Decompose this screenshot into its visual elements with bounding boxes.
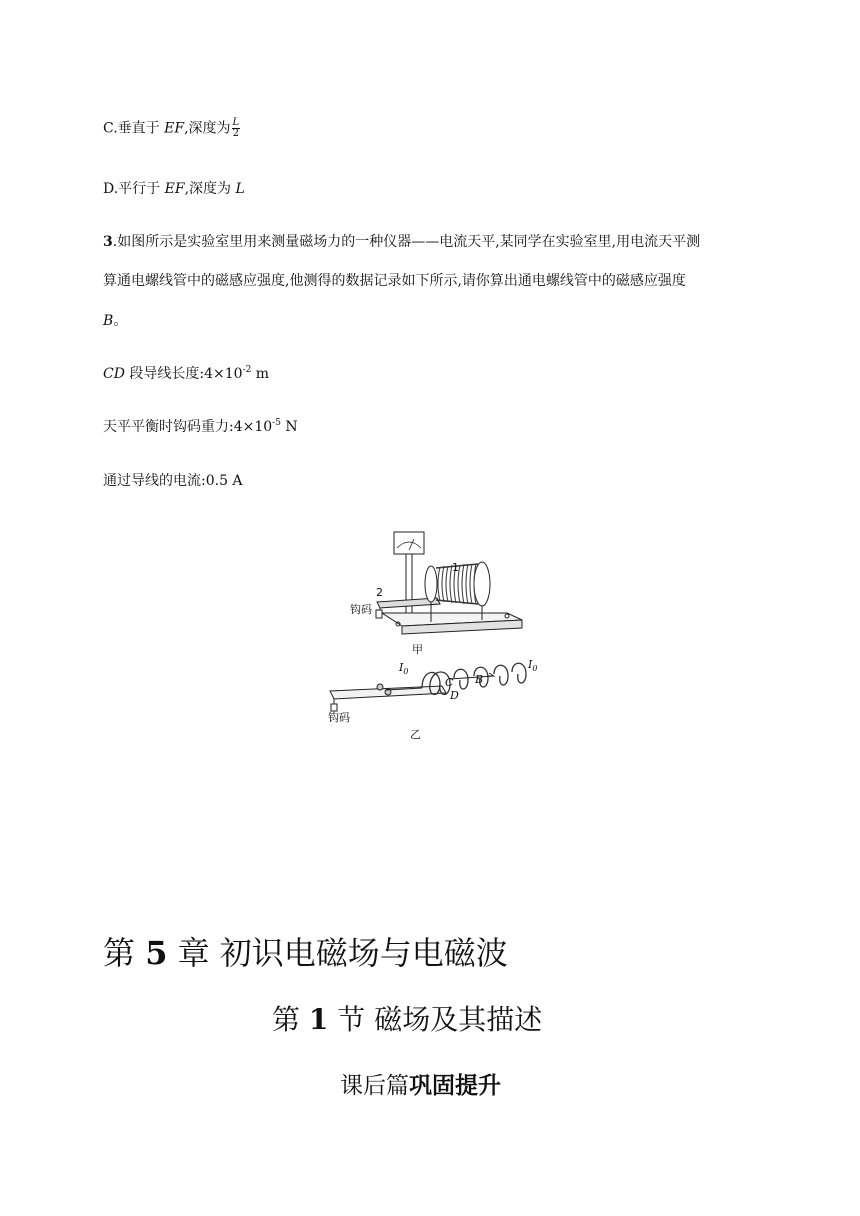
data-weight: [103, 418, 298, 436]
data-length: [103, 365, 269, 383]
question-3-line-2: [103, 272, 686, 290]
option-d-tail: L: [235, 181, 245, 197]
fraction-numerator: L: [232, 117, 240, 128]
data-length-var: CD: [103, 366, 125, 382]
section-title: [272, 998, 542, 1038]
option-c-var: EF: [164, 120, 185, 137]
question-number: 3: [103, 234, 113, 250]
question-3-tail: 。: [113, 313, 128, 329]
chapter-number: 5: [145, 934, 168, 972]
label-2: 2: [376, 586, 383, 599]
question-3-text-1: .如图所示是实验室里用来测量磁场力的一种仪器——电流天平,某同学在实验室里,用电流天平测: [112, 234, 701, 250]
option-d-var: EF: [164, 181, 185, 197]
label-1: 1: [452, 561, 459, 574]
option-c: [103, 118, 240, 139]
question-3-var-b: B: [103, 313, 114, 329]
data-length-unit: m: [251, 366, 270, 382]
question-3-text-2: 算通电螺线管中的磁感应强度,他测得的数据记录如下所示,请你算出通电螺线管中的磁感应强度: [103, 273, 686, 289]
data-current: [103, 472, 243, 490]
chapter-prefix: 第: [103, 934, 146, 972]
label-i0-right: $I_0$: [528, 658, 538, 673]
caption-jia: 甲: [412, 643, 423, 656]
question-3-line-3: [103, 312, 127, 330]
label-c: C: [445, 676, 454, 689]
data-length-text: 段导线长度:4×10: [124, 366, 243, 382]
option-d-suffix: ,深度为: [184, 181, 236, 197]
question-3-line-1: [103, 233, 700, 251]
data-weight-unit: N: [280, 419, 298, 435]
chapter-title: [103, 928, 508, 974]
option-d-prefix: D.平行于: [103, 181, 165, 197]
label-d: D: [450, 689, 459, 702]
banner-normal: 课后篇: [340, 1073, 409, 1099]
data-weight-text: 天平平衡时钩码重力:4×10: [103, 419, 273, 435]
current-balance-figure: [322, 528, 552, 743]
chapter-suffix: 章 初识电磁场与电磁波: [167, 934, 508, 972]
banner-bold: 巩固提升: [409, 1073, 501, 1099]
option-c-suffix: ,深度为: [184, 120, 231, 137]
label-b: B: [475, 673, 484, 686]
weight-label-bottom: 钩码: [328, 711, 350, 724]
weight-label-top: 钩码: [350, 603, 372, 616]
section-suffix: 节 磁场及其描述: [328, 1003, 543, 1036]
fraction-denominator: 2: [232, 128, 240, 139]
option-d: [103, 180, 245, 198]
option-c-fraction: [232, 118, 241, 139]
section-prefix: 第: [272, 1003, 309, 1036]
data-weight-exp: -5: [272, 418, 281, 428]
data-length-exp: -2: [242, 365, 252, 375]
apparatus-jia: [376, 532, 522, 634]
caption-yi: 乙: [410, 728, 421, 741]
label-i0-left: $I_0$: [399, 661, 409, 676]
exercise-banner: [340, 1067, 501, 1100]
apparatus-yi: [330, 663, 526, 711]
section-number: 1: [308, 1003, 329, 1036]
option-c-prefix: C.垂直于: [103, 120, 165, 137]
data-current-text: 通过导线的电流:0.5 A: [103, 473, 243, 489]
